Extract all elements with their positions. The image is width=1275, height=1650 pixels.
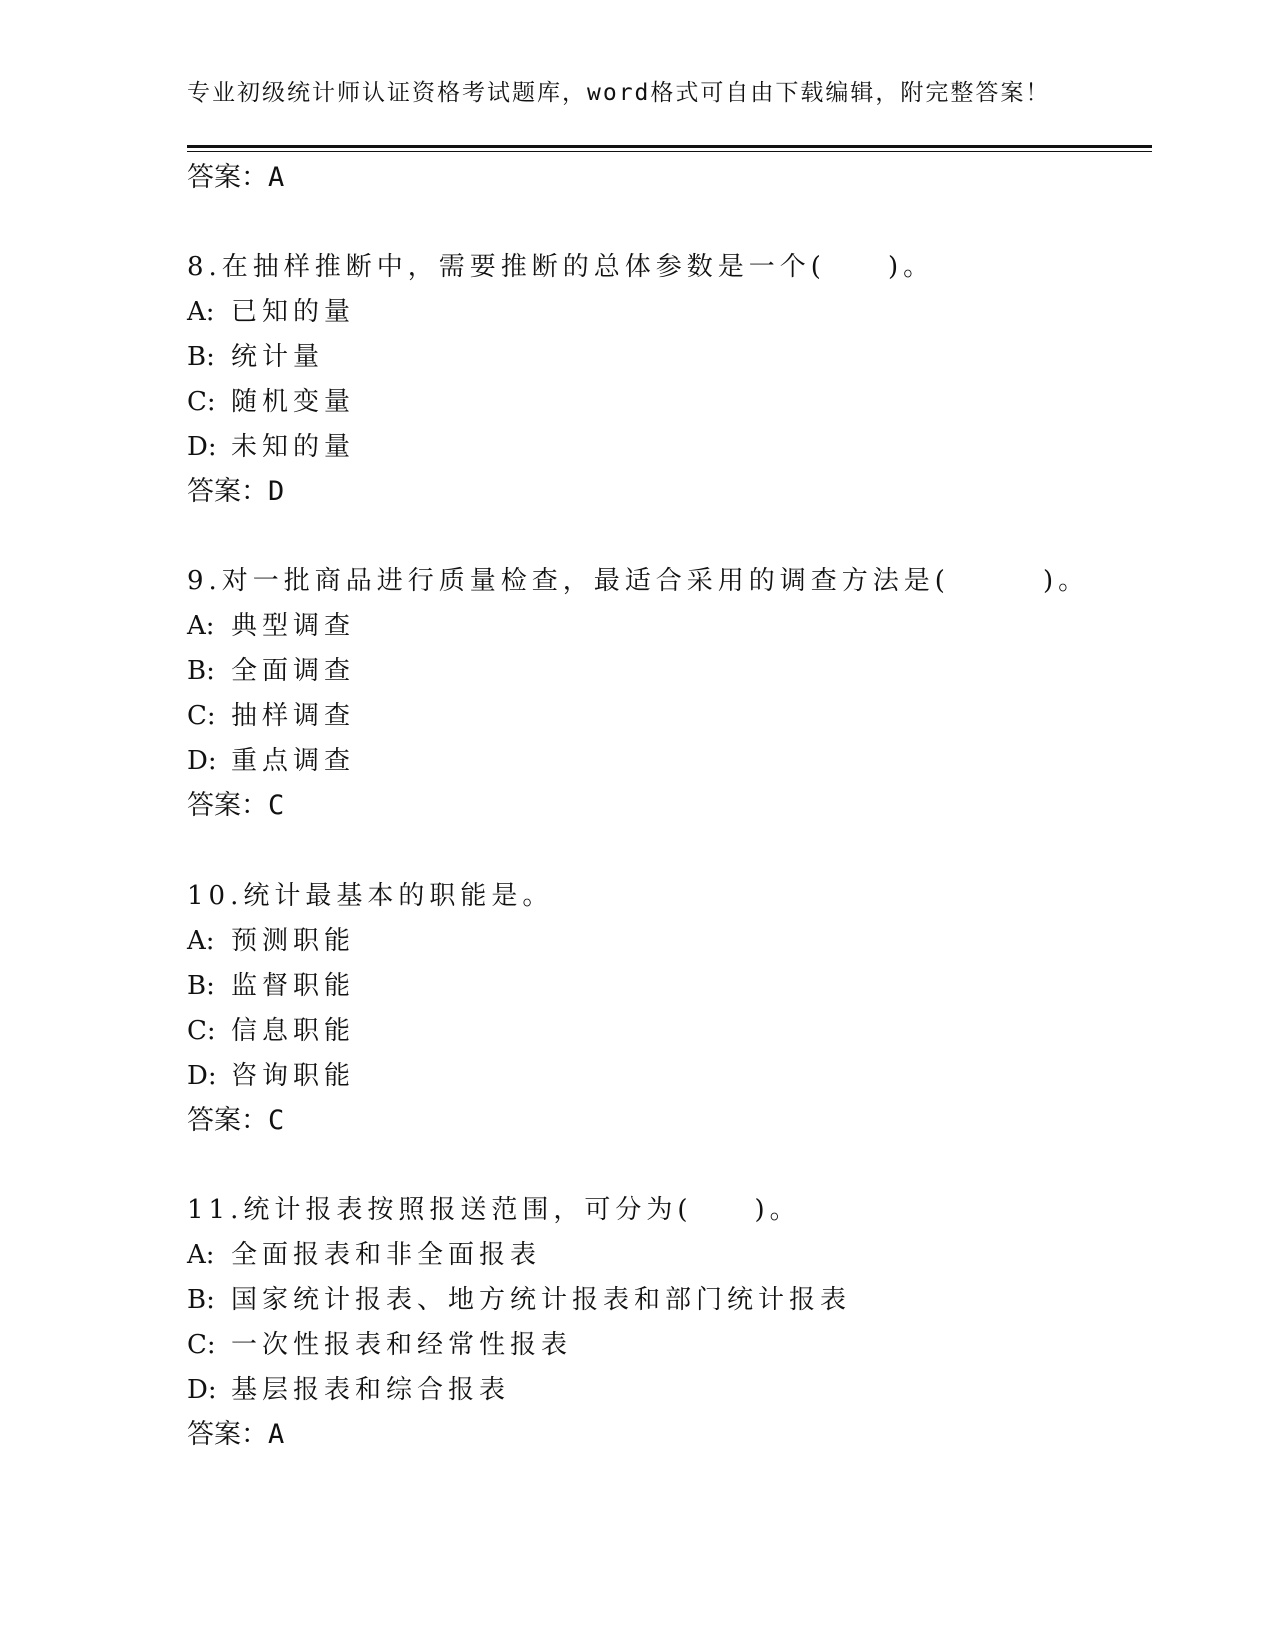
option-text: 抽样调查 [231, 701, 356, 731]
answer-line [187, 476, 284, 508]
option-letter: D: [187, 1375, 217, 1405]
answer-value: A [268, 1419, 285, 1450]
option-a [187, 925, 355, 957]
header-rule-thin [187, 151, 1152, 152]
option-text: 咨询职能 [231, 1061, 356, 1091]
answer-label: 答案： [187, 790, 268, 821]
answer-label: 答案： [187, 1419, 268, 1450]
answer-label: 答案： [187, 476, 268, 507]
option-text: 典型调查 [231, 611, 356, 641]
option-d [187, 1374, 510, 1406]
option-letter: C: [187, 387, 216, 417]
answer-line [187, 1105, 284, 1137]
option-letter: A: [187, 1240, 215, 1270]
answer-value: C [268, 790, 285, 821]
option-c [187, 1329, 572, 1361]
option-text: 基层报表和综合报表 [231, 1375, 511, 1405]
answer-line [187, 790, 284, 822]
question-stem: 10.统计最基本的职能是。 [187, 881, 554, 911]
option-text: 全面调查 [231, 656, 356, 686]
option-letter: A: [187, 611, 215, 641]
option-d [187, 1060, 355, 1092]
option-text: 已知的量 [231, 297, 356, 327]
answer-label: 答案： [187, 1105, 268, 1136]
option-text: 统计量 [231, 342, 325, 372]
answer-line [187, 162, 284, 194]
option-c [187, 1015, 355, 1047]
option-text: 监督职能 [231, 971, 356, 1001]
option-letter: C: [187, 701, 216, 731]
option-letter: B: [187, 971, 215, 1001]
option-b [187, 341, 324, 373]
answer-value: D [268, 476, 285, 507]
answer-value: C [268, 1105, 285, 1136]
option-letter: C: [187, 1330, 216, 1360]
option-text: 未知的量 [231, 432, 356, 462]
option-a [187, 610, 355, 642]
option-d [187, 745, 355, 777]
option-d [187, 431, 355, 463]
option-text: 随机变量 [231, 387, 356, 417]
question-stem: 9.对一批商品进行质量检查，最适合采用的调查方法是( )。 [187, 566, 1090, 596]
option-text: 信息职能 [231, 1016, 356, 1046]
option-b [187, 970, 355, 1002]
option-letter: D: [187, 432, 217, 462]
option-letter: B: [187, 1285, 215, 1315]
option-letter: D: [187, 1061, 217, 1091]
answer-line [187, 1419, 284, 1451]
answer-label: 答案： [187, 162, 268, 193]
option-a [187, 1239, 541, 1271]
option-c [187, 386, 355, 418]
option-text: 一次性报表和经常性报表 [231, 1330, 573, 1360]
page-header: 专业初级统计师认证资格考试题库，word格式可自由下载编辑，附完整答案！ [187, 80, 1051, 106]
option-letter: A: [187, 926, 215, 956]
option-letter: D: [187, 746, 217, 776]
option-a [187, 296, 355, 328]
option-letter: A: [187, 297, 215, 327]
question-stem: 8.在抽样推断中，需要推断的总体参数是一个( )。 [187, 252, 935, 282]
answer-value: A [268, 162, 285, 193]
option-c [187, 700, 355, 732]
option-letter: B: [187, 656, 215, 686]
option-b [187, 655, 355, 687]
option-text: 国家统计报表、地方统计报表和部门统计报表 [231, 1285, 852, 1315]
option-text: 重点调查 [231, 746, 356, 776]
question-stem: 11.统计报表按照报送范围，可分为( )。 [187, 1195, 801, 1225]
option-text: 全面报表和非全面报表 [231, 1240, 542, 1270]
option-letter: C: [187, 1016, 216, 1046]
option-text: 预测职能 [231, 926, 356, 956]
option-b [187, 1284, 851, 1316]
header-rule-thick [187, 145, 1152, 148]
option-letter: B: [187, 342, 215, 372]
